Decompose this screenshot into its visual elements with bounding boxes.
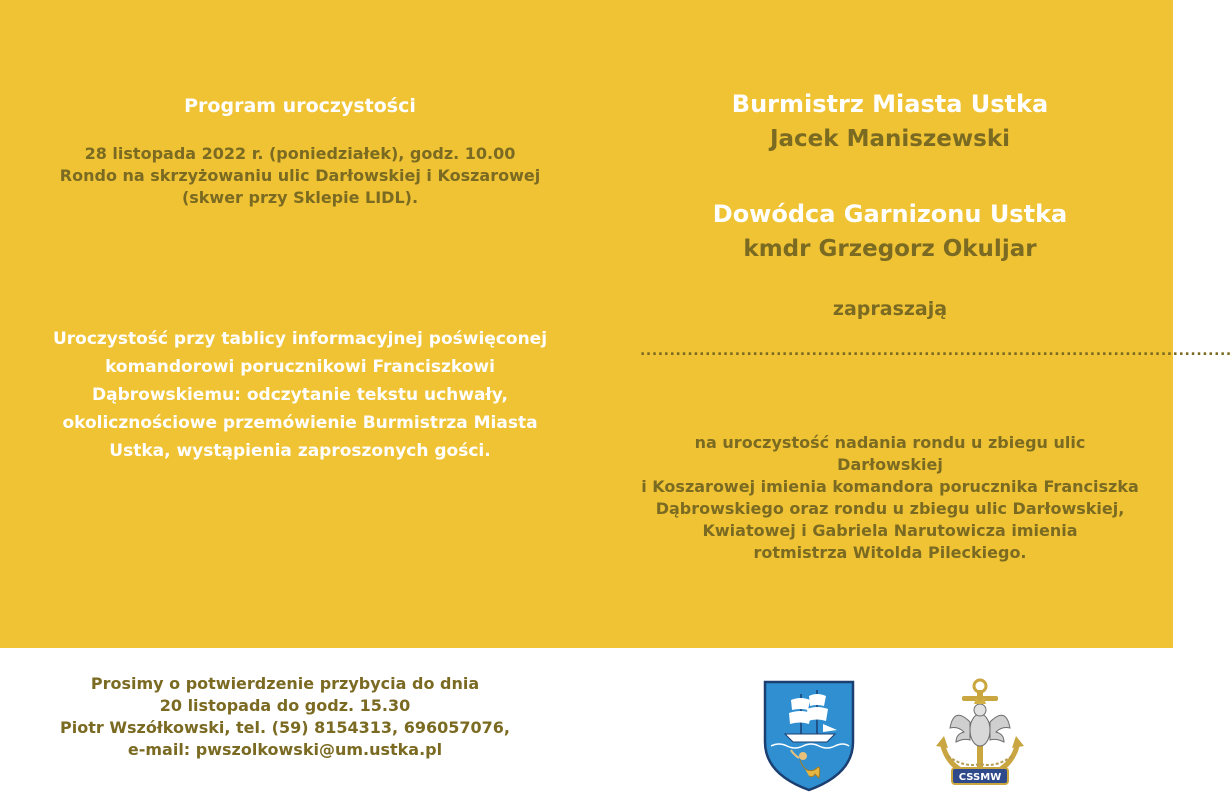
ceremony-line: Uroczystość przy tablicy informacyjnej poświęconej	[52, 329, 548, 349]
guest-name-dotted-line: ....................................................................................................	[640, 343, 1232, 359]
ustka-coat-of-arms-icon	[763, 680, 855, 792]
program-title: Program uroczystości	[184, 95, 416, 117]
ceremony-description	[40, 325, 560, 465]
occasion-line: rotmistrza Witolda Pileckiego.	[753, 543, 1027, 562]
occasion-line: i Koszarowej imienia komandora porucznika Franciszka	[641, 477, 1139, 496]
rsvp-request-line: Prosimy o potwierdzenie przybycia do dnia	[90, 674, 480, 693]
host-mayor-title: Burmistrz Miasta Ustka	[731, 90, 1049, 118]
program-location-note: (skwer przy Sklepie LIDL).	[181, 188, 419, 207]
program-date-line: 28 listopada 2022 r. (poniedziałek), godz. 10.00	[84, 144, 516, 163]
ceremony-line: Dąbrowskiemu: odczytanie tekstu uchwały,	[92, 385, 508, 405]
program-location-line: Rondo na skrzyżowaniu ulic Darłowskiej i Koszarowej	[59, 166, 541, 185]
rsvp-email-line: e-mail: pwszolkowski@um.ustka.pl	[127, 740, 443, 759]
rsvp-contact-line: Piotr Wszółkowski, tel. (59) 8154313, 696057076,	[60, 718, 510, 737]
invite-verb: zapraszają	[832, 298, 948, 320]
ceremony-line: okolicznościowe przemówienie Burmistrza Miasta	[62, 413, 538, 433]
rsvp-section	[60, 673, 510, 761]
occasion-line: Kwiatowej i Gabriela Narutowicza imienia	[702, 521, 1078, 540]
ceremony-line: Ustka, wystąpienia zaproszonych gości.	[109, 441, 491, 461]
occasion-line: Dąbrowskiego oraz rondu u zbiegu ulic Darłowskiej,	[655, 499, 1125, 518]
host-mayor-name: Jacek Maniszewski	[769, 126, 1011, 152]
host-commander-name: kmdr Grzegorz Okuljar	[743, 236, 1037, 262]
program-details	[40, 143, 560, 209]
rsvp-deadline-line: 20 listopada do godz. 15.30	[159, 696, 411, 715]
occasion-line: na uroczystość nadania rondu u zbiegu ulic Darłowskiej	[694, 433, 1086, 474]
navy-badge-text: CSSMW	[958, 772, 1002, 783]
ceremony-line: komandorowi porucznikowi Franciszkowi	[105, 357, 495, 377]
occasion-description	[640, 432, 1140, 564]
host-commander-title: Dowódca Garnizonu Ustka	[712, 200, 1068, 228]
navy-anchor-eagle-badge-icon	[934, 676, 1026, 792]
